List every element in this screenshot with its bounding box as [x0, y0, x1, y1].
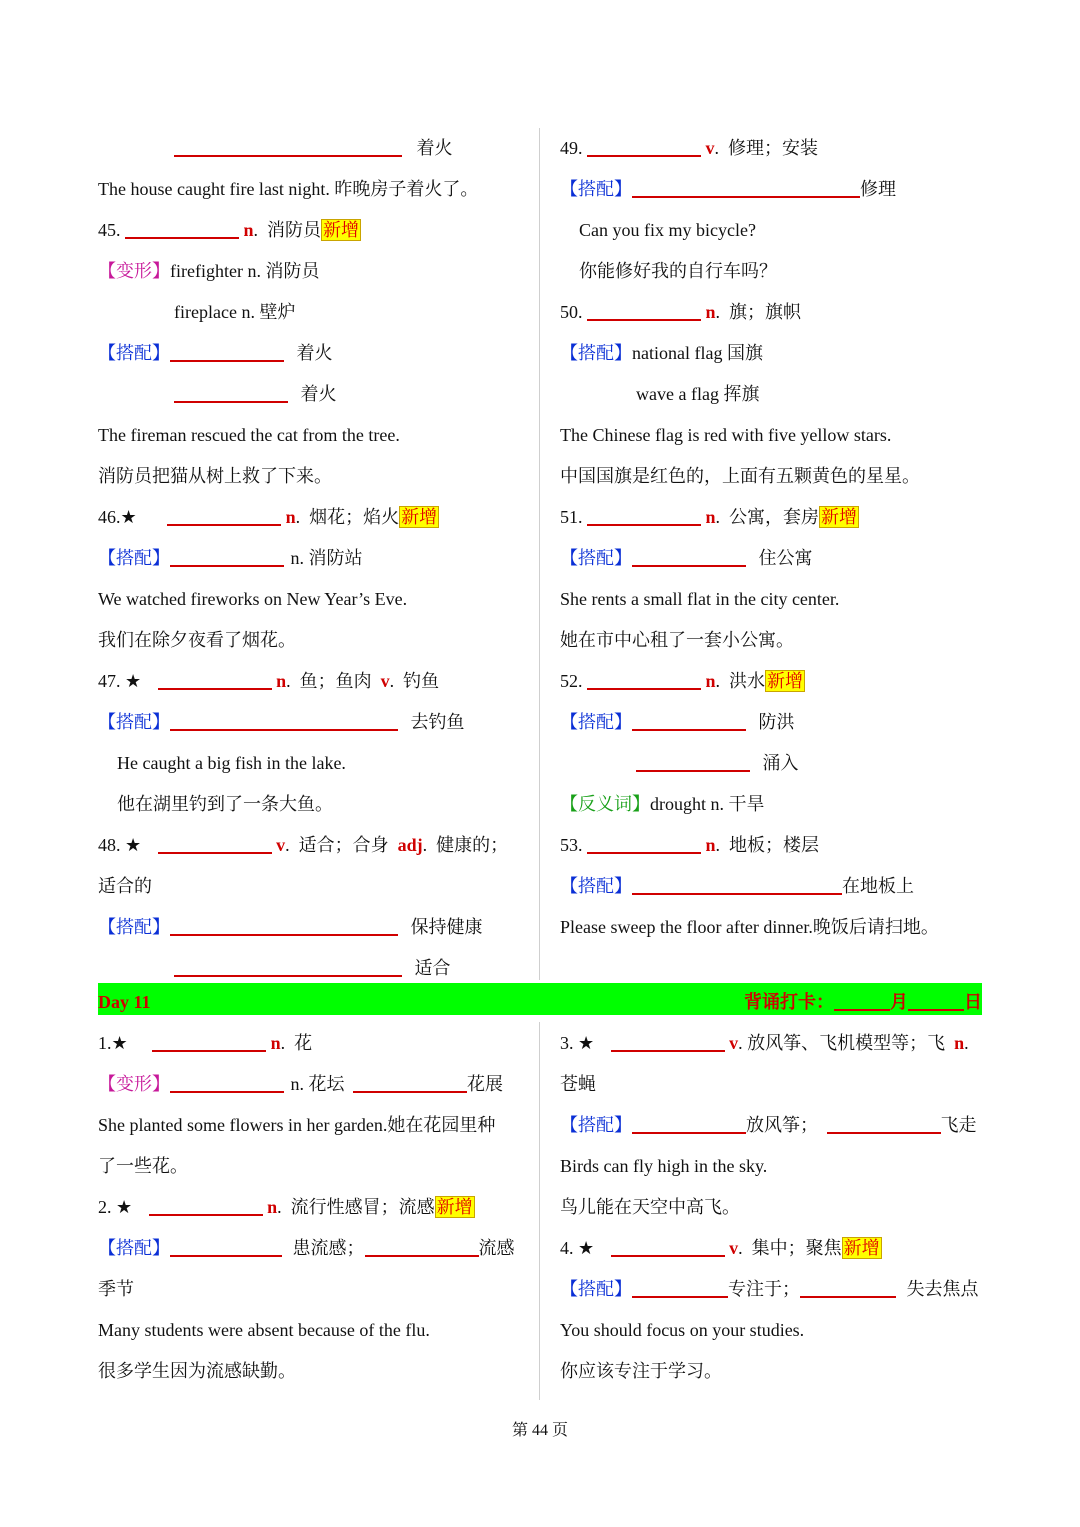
line: [98, 292, 295, 333]
pos: v: [705, 138, 715, 158]
entry-number: 48. ★: [98, 835, 142, 855]
entry-number: 52.: [560, 671, 583, 691]
pos: n: [285, 507, 296, 527]
line: [98, 251, 319, 292]
answer-blank[interactable]: [152, 1026, 266, 1052]
example-en: We watched fireworks on New Year’s Eve.: [98, 589, 408, 609]
text: 住公寓: [758, 548, 813, 568]
text: national flag 国旗: [632, 343, 763, 363]
entry-52: 52. n. 洪水 新增: [560, 661, 805, 702]
date-blank[interactable]: [908, 989, 964, 1011]
pos: n: [267, 1197, 278, 1217]
new-tag: 新增: [436, 1197, 473, 1217]
meaning: 钓鱼: [403, 671, 440, 691]
entry-46: 46.★ n. 烟花；焰火 新增: [98, 497, 439, 538]
answer-blank[interactable]: [632, 172, 860, 198]
entry-number: 51.: [560, 507, 583, 527]
line: [98, 1228, 515, 1269]
meaning: 公寓，套房: [729, 507, 820, 527]
line: 适合的: [98, 876, 152, 896]
day-label: Day 11: [98, 992, 151, 1012]
text: 放风筝；: [746, 1115, 818, 1135]
example-en: She rents a small flat in the city center.: [560, 589, 840, 609]
entry-4: 4. ★ v. 集中；聚焦 新增: [560, 1228, 882, 1269]
meaning: 消防员: [267, 220, 322, 240]
entry-3: 3. ★ v. 放风筝、飞机模型等；飞 n.: [560, 1023, 969, 1064]
meaning: 洪水: [729, 671, 766, 691]
answer-blank[interactable]: [632, 705, 746, 731]
entry-number: 50.: [560, 302, 583, 322]
pos: n: [705, 507, 716, 527]
pos: v: [380, 671, 390, 691]
line: [98, 1064, 503, 1105]
answer-blank[interactable]: [632, 869, 842, 895]
tag-label: 【搭配】: [98, 1238, 170, 1258]
meaning: 流行性感冒；流感: [290, 1197, 435, 1217]
entry-number: 53.: [560, 835, 583, 855]
answer-blank[interactable]: [365, 1231, 479, 1257]
answer-blank[interactable]: [587, 500, 701, 526]
tag-label: 【搭配】: [560, 1279, 632, 1299]
example-zh: 了一些花。: [98, 1156, 188, 1176]
example-en: The fireman rescued the cat from the tree.: [98, 425, 400, 445]
answer-blank[interactable]: [587, 131, 701, 157]
tag-label: 【搭配】: [560, 712, 632, 732]
answer-blank[interactable]: [636, 746, 750, 772]
entry-45: 45. n. 消防员 新增: [98, 210, 361, 251]
text: .: [964, 1033, 969, 1053]
text: 他在湖里钓到了一条大鱼。: [117, 794, 333, 814]
meaning: 鱼；鱼肉: [299, 671, 372, 691]
text: drought n. 干旱: [650, 794, 765, 814]
text: fireplace n. 壁炉: [174, 302, 296, 322]
line: [98, 538, 363, 579]
answer-blank[interactable]: [174, 131, 402, 157]
meaning: 花: [294, 1033, 313, 1053]
answer-blank[interactable]: [158, 828, 272, 854]
pos: n: [276, 671, 287, 691]
text: 防洪: [758, 712, 795, 732]
text: 在地板上: [842, 876, 914, 896]
answer-blank[interactable]: [587, 828, 701, 854]
example-zh: 消防员把猫从树上救了下来。: [98, 466, 332, 486]
entry-49: 49. v. 修理；安装: [560, 128, 818, 169]
example-zh: 很多学生因为流感缺勤。: [98, 1361, 296, 1381]
text: 失去焦点: [906, 1279, 979, 1299]
line: [560, 374, 759, 415]
line: [560, 333, 763, 374]
pos: adj: [397, 835, 423, 855]
meaning: 放风筝、飞机模型等；飞: [747, 1033, 946, 1053]
answer-blank[interactable]: [611, 1026, 725, 1052]
tag-label: 【反义词】: [560, 794, 650, 814]
pos: n: [705, 835, 716, 855]
text: 去钓鱼: [410, 712, 465, 732]
answer-blank[interactable]: [827, 1108, 941, 1134]
day-header-bar: [98, 983, 982, 1015]
example-en: [98, 743, 346, 784]
entry-number: 45.: [98, 220, 121, 240]
line: [98, 333, 333, 374]
line: [560, 866, 914, 907]
meaning: 旗；旗帜: [729, 302, 802, 322]
entry-number: 47. ★: [98, 671, 142, 691]
entry-2: 2. ★ n. 流行性感冒；流感 新增: [98, 1187, 475, 1228]
answer-blank[interactable]: [170, 1231, 282, 1257]
pos: v: [729, 1238, 739, 1258]
tag-label: 【搭配】: [98, 712, 170, 732]
answer-blank[interactable]: [353, 1067, 467, 1093]
example-zh: 中国国旗是红色的，上面有五颗黄色的星星。: [560, 466, 920, 486]
page-number: 第 44 页: [511, 1422, 568, 1439]
text: n. 花坛: [290, 1074, 345, 1094]
answer-blank[interactable]: [158, 664, 272, 690]
line: [560, 169, 896, 210]
answer-blank[interactable]: [170, 910, 398, 936]
example-zh: 你应该专注于学习。: [560, 1361, 722, 1381]
text: 花展: [467, 1074, 503, 1094]
example-en: The house caught fire last night. 昨晚房子着火了。: [98, 179, 479, 199]
example-zh: 我们在除夕夜看了烟花。: [98, 630, 296, 650]
example-zh: 她在市中心租了一套小公寓。: [560, 630, 794, 650]
meaning: 适合；合身: [298, 835, 389, 855]
entry-number: 46.★: [98, 507, 137, 527]
line: [98, 907, 483, 948]
meaning: 健康的；: [436, 835, 509, 855]
entry-48: 48. ★ v. 适合；合身 adj. 健康的；: [98, 825, 508, 866]
checkin-text: 背诵打卡：: [744, 992, 834, 1012]
answer-blank[interactable]: [170, 1067, 284, 1093]
text: 涌入: [762, 753, 799, 773]
pos: n: [705, 302, 716, 322]
text: 你能修好我的自行车吗？: [579, 261, 777, 281]
text: wave a flag 挥旗: [636, 384, 760, 404]
meaning: 着火: [416, 138, 453, 158]
new-tag: 新增: [323, 220, 360, 240]
text: 专注于；: [728, 1279, 800, 1299]
example-zh: 鸟儿能在天空中高飞。: [560, 1197, 740, 1217]
text: n. 消防站: [290, 548, 363, 568]
answer-blank[interactable]: [632, 541, 746, 567]
example-en: Please sweep the floor after dinner.晚饭后请扫地。: [560, 917, 939, 937]
entry-53: 53. n. 地板；楼层: [560, 825, 819, 866]
meaning: 集中；聚焦: [751, 1238, 842, 1258]
meaning: 地板；楼层: [729, 835, 820, 855]
line: [560, 743, 799, 784]
line: 季节: [98, 1279, 134, 1299]
pos: v: [276, 835, 286, 855]
example-zh: [98, 784, 333, 825]
answer-blank[interactable]: [587, 295, 701, 321]
entry-51: 51. n. 公寓，套房 新增: [560, 497, 859, 538]
month-blank[interactable]: [834, 989, 890, 1011]
text: firefighter n. 消防员: [170, 261, 320, 281]
example-en: Many students were absent because of the flu.: [98, 1320, 430, 1340]
entry-1: 1.★ n. 花: [98, 1023, 312, 1064]
entry-number: 4. ★: [560, 1238, 595, 1258]
tag-label: 【搭配】: [98, 343, 170, 363]
tag-label: 【变形】: [98, 1074, 170, 1094]
line: [560, 538, 813, 579]
tag-label: 【搭配】: [560, 876, 632, 896]
answer-blank[interactable]: [174, 951, 402, 977]
text: 着火: [296, 343, 333, 363]
text: 修理: [860, 179, 896, 199]
answer-blank[interactable]: [167, 500, 281, 526]
new-tag: 新增: [401, 507, 438, 527]
meaning: 烟花；焰火: [309, 507, 400, 527]
pos: n: [954, 1033, 965, 1053]
new-tag: 新增: [821, 507, 858, 527]
tag-label: 【搭配】: [560, 343, 632, 363]
answer-blank[interactable]: [170, 336, 284, 362]
entry-number: 3. ★: [560, 1033, 595, 1053]
line: [98, 128, 453, 169]
answer-blank[interactable]: [587, 664, 701, 690]
tag-label: 【搭配】: [98, 917, 170, 937]
answer-blank[interactable]: [632, 1108, 746, 1134]
example-en: [560, 210, 756, 251]
column-divider: [539, 128, 540, 980]
text: 患流感；: [292, 1238, 365, 1258]
answer-blank[interactable]: [170, 705, 398, 731]
tag-label: 【搭配】: [560, 548, 632, 568]
new-tag: 新增: [767, 671, 804, 691]
tag-label: 【搭配】: [560, 1115, 632, 1135]
checkin-label: [744, 983, 982, 1021]
month-label: 月: [890, 992, 908, 1012]
example-en: Birds can fly high in the sky.: [560, 1156, 768, 1176]
line: [560, 1269, 979, 1310]
column-divider: [539, 1022, 540, 1400]
line: [560, 702, 795, 743]
pos: n: [705, 671, 716, 691]
answer-blank[interactable]: [800, 1272, 896, 1298]
answer-blank[interactable]: [125, 213, 239, 239]
date-label: 日: [964, 992, 982, 1012]
meaning: 修理；安装: [728, 138, 818, 158]
line: [98, 374, 337, 415]
line: [560, 1105, 977, 1146]
text: 着火: [300, 384, 337, 404]
tag-label: 【搭配】: [560, 179, 632, 199]
tag-label: 【变形】: [98, 261, 170, 281]
text: 飞走: [940, 1115, 977, 1135]
line: 苍蝇: [560, 1074, 596, 1094]
text: He caught a big fish in the lake.: [117, 753, 346, 773]
entry-50: 50. n. 旗；旗帜: [560, 292, 801, 333]
answer-blank[interactable]: [174, 377, 288, 403]
text: 保持健康: [410, 917, 483, 937]
text: 流感: [478, 1238, 515, 1258]
line: [98, 702, 465, 743]
answer-blank[interactable]: [170, 541, 284, 567]
pos: v: [729, 1033, 739, 1053]
text: 适合: [414, 958, 451, 978]
example-en: She planted some flowers in her garden.她在花园里种: [98, 1115, 496, 1135]
tag-label: 【搭配】: [98, 548, 170, 568]
entry-number: 2. ★: [98, 1197, 133, 1217]
entry-number: 49.: [560, 138, 583, 158]
line: [560, 784, 765, 825]
entry-number: 1.★: [98, 1033, 128, 1053]
pos: n: [243, 220, 254, 240]
answer-blank[interactable]: [149, 1190, 263, 1216]
pos: n: [270, 1033, 281, 1053]
new-tag: 新增: [843, 1238, 880, 1258]
answer-blank[interactable]: [632, 1272, 728, 1298]
text: Can you fix my bicycle?: [579, 220, 756, 240]
example-en: You should focus on your studies.: [560, 1320, 805, 1340]
example-zh: [560, 251, 777, 292]
entry-47: 47. ★ n. 鱼；鱼肉 v. 钓鱼: [98, 661, 439, 702]
answer-blank[interactable]: [611, 1231, 725, 1257]
example-en: The Chinese flag is red with five yellow stars.: [560, 425, 892, 445]
